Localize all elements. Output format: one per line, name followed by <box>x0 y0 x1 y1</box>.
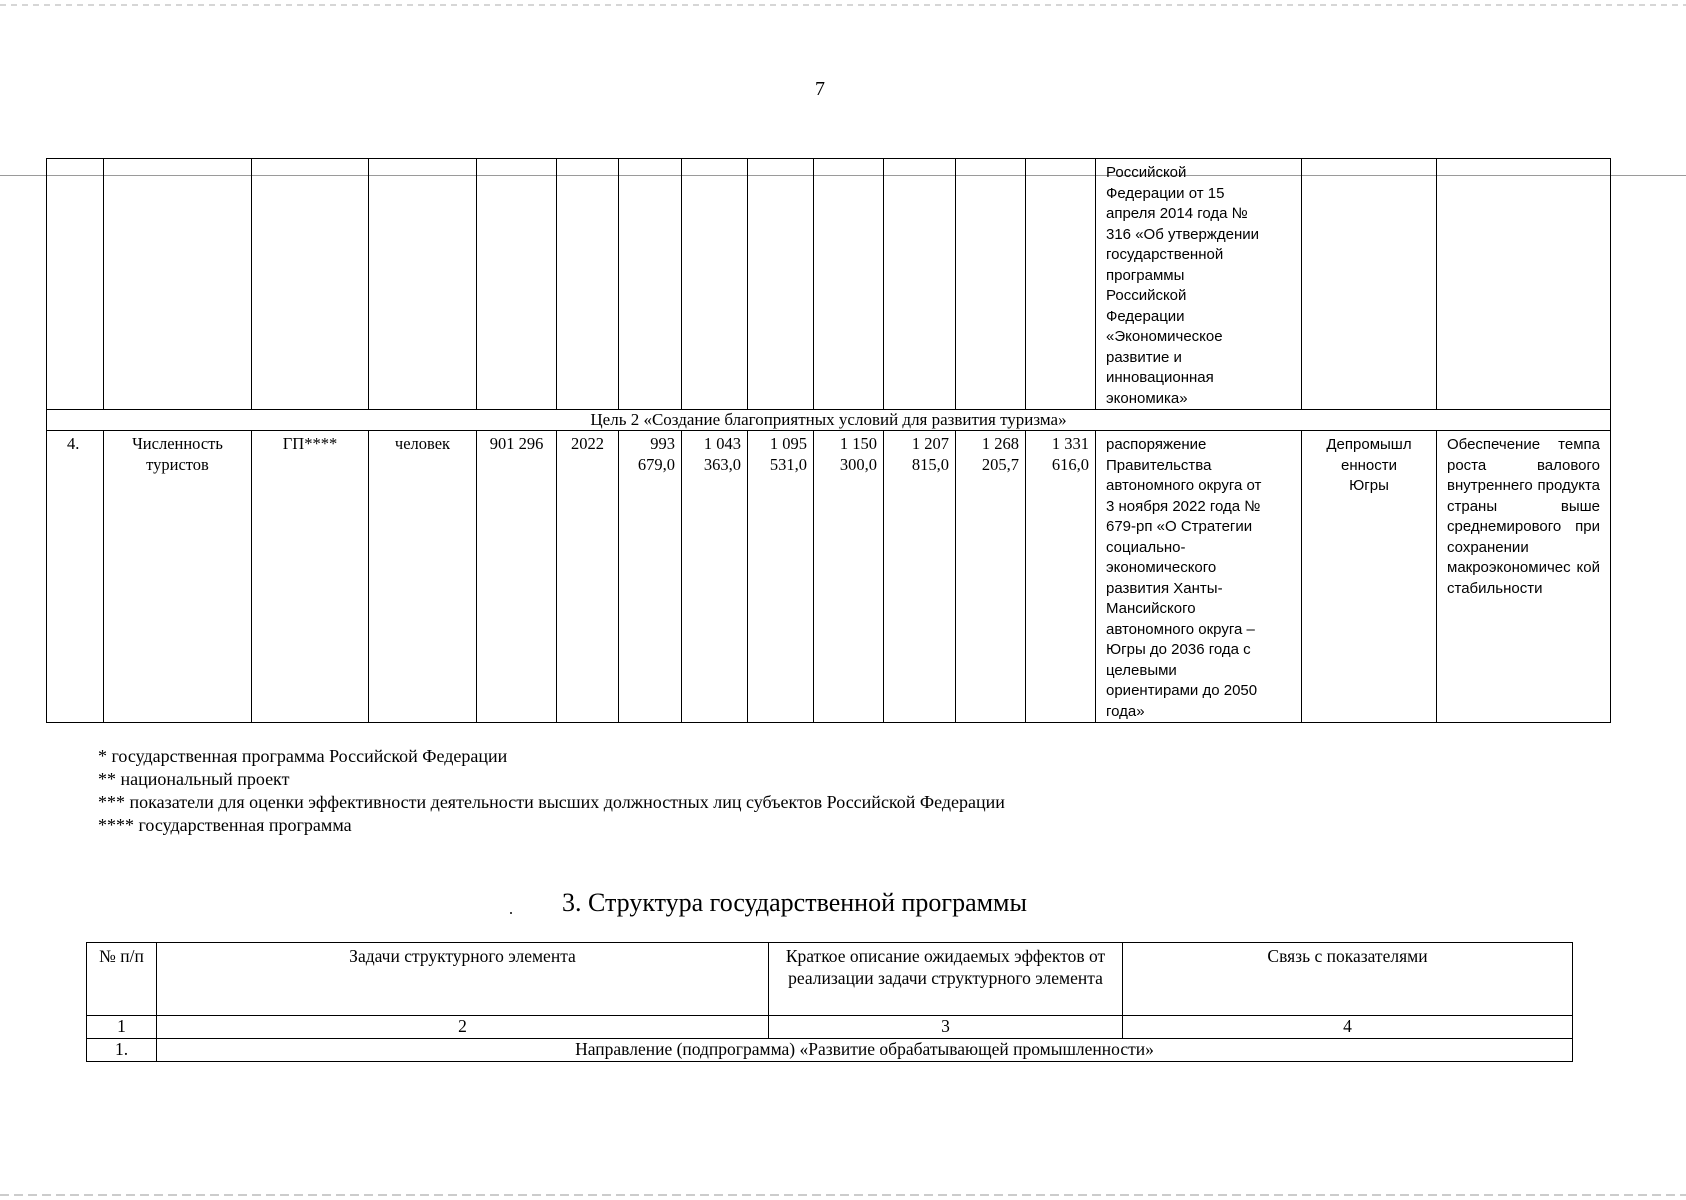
footnote: **** государственная программа <box>98 815 352 835</box>
page-number: 7 <box>815 78 825 100</box>
column-number-row <box>87 1016 1573 1039</box>
section-title: 3. Структура государственной программы <box>562 888 1027 917</box>
goal-title: Цель 2 «Создание благоприятных условий для развития туризма» <box>47 410 1611 431</box>
column-number: 4 <box>1123 1016 1573 1039</box>
value-2029: 1 268 205,7 <box>956 431 1026 723</box>
indicator-level: ГП**** <box>252 431 369 723</box>
structure-header-row <box>87 943 1573 1016</box>
goal-row <box>47 410 1611 431</box>
indicator-name: Численность туристов <box>104 431 252 723</box>
structure-table <box>86 942 1573 1062</box>
value-2025: 1 043 363,0 <box>682 431 748 723</box>
column-number: 3 <box>769 1016 1123 1039</box>
document-basis: распоряжение Правительства автономного округа от 3 ноября 2022 года № 679-рп «О Стратегии социально- экономического развития Ханты- Мансийского автономного округа – Югры до 2036 года с целевыми ориентирами до 2050 года» <box>1096 431 1302 723</box>
footnote: * государственная программа Российской Федерации <box>98 746 508 766</box>
header-number: № п/п <box>87 943 157 1016</box>
indicator-unit: человек <box>369 431 477 723</box>
footnote: *** показатели для оценки эффективности деятельности высших должностных лиц субъектов Российской Федерации <box>98 792 1005 812</box>
value-2026: 1 095 531,0 <box>748 431 814 723</box>
header-indicators-link: Связь с показателями <box>1123 943 1573 1016</box>
value-2028: 1 207 815,0 <box>884 431 956 723</box>
indicator-row <box>47 431 1611 723</box>
row-index: 4. <box>47 431 104 723</box>
value-2030: 1 331 616,0 <box>1026 431 1096 723</box>
continuation-row <box>47 159 1611 410</box>
footnote: ** национальный проект <box>98 769 290 789</box>
base-year: 2022 <box>557 431 619 723</box>
direction-title: Направление (подпрограмма) «Развитие обрабатывающей промышленности» <box>157 1039 1573 1062</box>
continuation-document-cell: Российской Федерации от 15 апреля 2014 года № 316 «Об утверждении государственной программы Российской Федерации «Экономическое развитие и инновационная экономика» <box>1096 159 1302 410</box>
indicators-table <box>46 158 1611 723</box>
value-2024: 993 679,0 <box>619 431 682 723</box>
footnotes <box>98 745 1005 837</box>
responsible-body: Депромышл енности Югры <box>1302 431 1437 723</box>
value-2027: 1 150 300,0 <box>814 431 884 723</box>
base-value: 901 296 <box>477 431 557 723</box>
direction-index: 1. <box>87 1039 157 1062</box>
column-number: 1 <box>87 1016 157 1039</box>
direction-row <box>87 1039 1573 1062</box>
national-goal-link: Обеспечение темпа роста валового внутреннего продукта страны выше среднемирового при сохранении макроэкономичес кой стабильности <box>1437 431 1611 723</box>
scan-speck <box>510 912 512 914</box>
scan-artifact-bottom <box>0 1194 1686 1196</box>
column-number: 2 <box>157 1016 769 1039</box>
header-effects: Краткое описание ожидаемых эффектов от реализации задачи структурного элемента <box>769 943 1123 1016</box>
scan-artifact-top <box>0 4 1686 6</box>
header-tasks: Задачи структурного элемента <box>157 943 769 1016</box>
